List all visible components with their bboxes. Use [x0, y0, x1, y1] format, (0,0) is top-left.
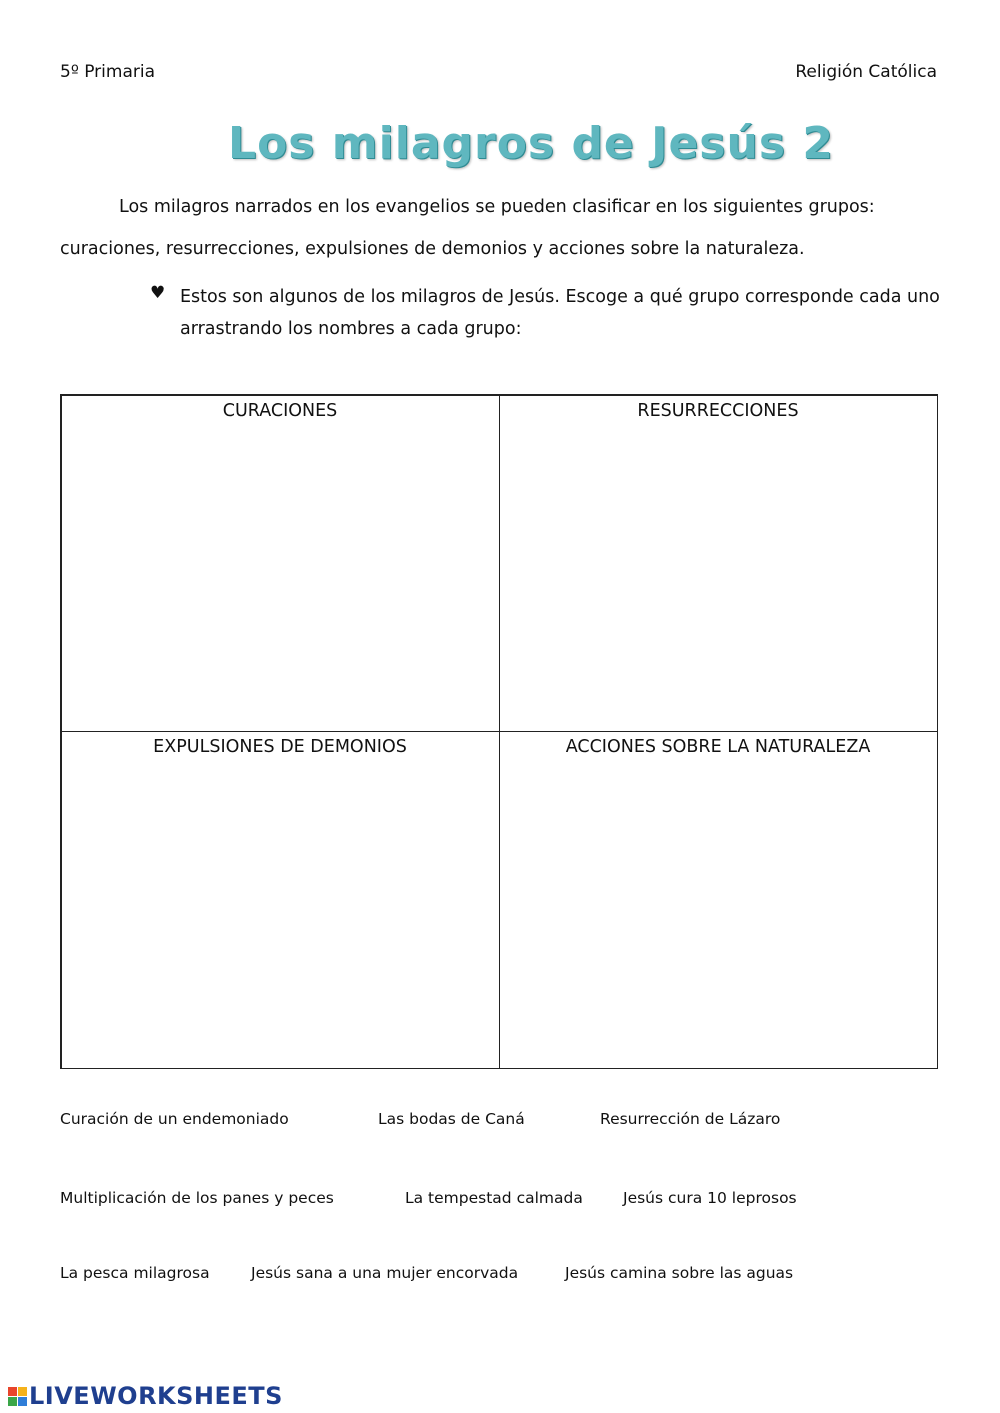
- logo-block: [8, 1397, 17, 1406]
- liveworksheets-logo[interactable]: [8, 1382, 283, 1410]
- grade-label: 5º Primaria: [60, 62, 156, 82]
- drop-zone-naturaleza[interactable]: [499, 731, 938, 1069]
- draggable-item[interactable]: Resurrección de Lázaro: [600, 1110, 781, 1128]
- drop-zone-resurrecciones[interactable]: [499, 395, 938, 733]
- logo-block: [18, 1387, 27, 1396]
- page-title: Los milagros de Jesús 2: [228, 118, 834, 169]
- draggable-item[interactable]: Las bodas de Caná: [378, 1110, 525, 1128]
- draggable-item[interactable]: La pesca milagrosa: [60, 1264, 210, 1282]
- draggable-item[interactable]: Curación de un endemoniado: [60, 1110, 289, 1128]
- intro-line-1: Los milagros narrados en los evangelios se pueden clasificar en los siguientes grupos:: [119, 197, 875, 217]
- subject-label: Religión Católica: [795, 62, 937, 82]
- draggable-item[interactable]: Multiplicación de los panes y peces: [60, 1189, 334, 1207]
- group-label: ACCIONES SOBRE LA NATURALEZA: [565, 737, 871, 757]
- logo-text: LIVEWORKSHEETS: [29, 1382, 283, 1410]
- draggable-item[interactable]: Jesús camina sobre las aguas: [565, 1264, 794, 1282]
- instruction-text: Estos son algunos de los milagros de Jesús. Escoge a qué grupo corresponde cada uno arrastrando los nombres a cada grupo:: [180, 287, 940, 339]
- intro-line-2: curaciones, resurrecciones, expulsiones de demonios y acciones sobre la naturaleza.: [60, 239, 805, 259]
- draggable-item[interactable]: Jesús cura 10 leprosos: [623, 1189, 797, 1207]
- logo-blocks-icon: [8, 1387, 27, 1406]
- logo-block: [18, 1397, 27, 1406]
- group-label: RESURRECCIONES: [637, 400, 799, 421]
- drop-zone-curaciones[interactable]: [61, 395, 500, 733]
- draggable-item[interactable]: La tempestad calmada: [405, 1189, 583, 1207]
- logo-block: [8, 1387, 17, 1396]
- draggable-item[interactable]: Jesús sana a una mujer encorvada: [251, 1264, 519, 1282]
- classification-grid: [60, 394, 938, 1069]
- heart-icon: ♥: [150, 283, 166, 303]
- group-label: CURACIONES: [222, 400, 338, 421]
- drop-zone-expulsiones[interactable]: [61, 731, 500, 1069]
- group-label: EXPULSIONES DE DEMONIOS: [153, 737, 407, 757]
